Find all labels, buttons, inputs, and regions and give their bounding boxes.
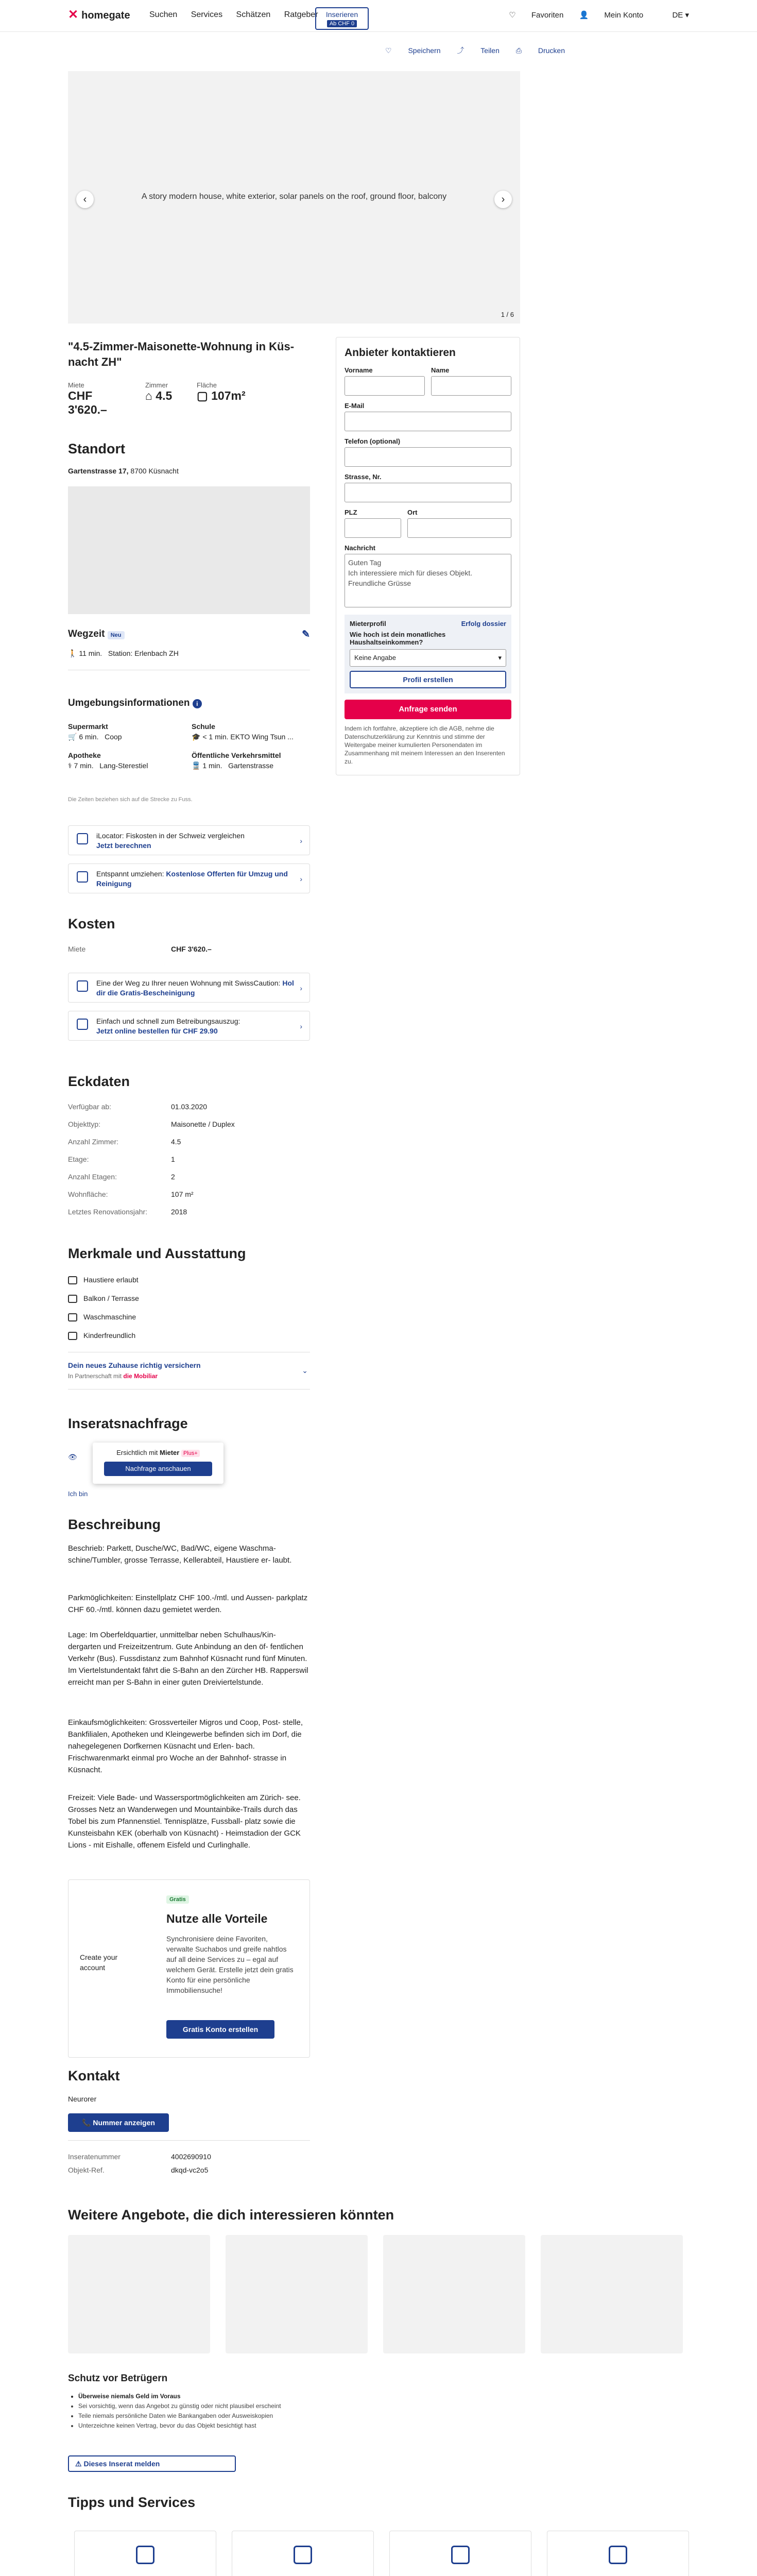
send-request-button[interactable]: Anfrage senden — [345, 700, 511, 719]
school-icon: 🎓 — [192, 733, 201, 741]
promo-swisscaution[interactable]: Eine der Weg zu Ihrer neuen Wohnung mit SwissCaution: Hol dir die Gratis-Bescheinigung › — [68, 973, 310, 1003]
plus-badge: Plus+ — [181, 1450, 200, 1457]
detail-row: Letztes Renovationsjahr: 2018 — [68, 1208, 187, 1216]
document-icon — [77, 980, 88, 992]
balcony-icon — [68, 1295, 77, 1303]
tenant-profile-link[interactable]: Erfolg dossier — [461, 620, 506, 628]
detail-row: Etage: 1 — [68, 1155, 175, 1163]
save-button[interactable]: ♡ Speichern — [385, 46, 441, 55]
fact-area: Fläche ▢ 107m² — [197, 381, 246, 402]
zip-field[interactable] — [345, 518, 401, 538]
logo[interactable]: ✕ homegate — [68, 8, 130, 22]
rooms-icon: ⌂ — [145, 389, 152, 402]
favorites-link[interactable]: ♡ Favoriten — [509, 11, 564, 20]
location-map[interactable] — [68, 486, 310, 614]
nav-ratgeber[interactable]: Ratgeber — [284, 10, 318, 19]
new-badge: Neu — [108, 631, 125, 639]
pet-icon — [68, 1276, 77, 1284]
chevron-right-icon: › — [300, 875, 302, 883]
account-card-text: Synchronisiere deine Favoriten, verwalte Suchabos und greife nahtlos auf all deine Services zu – egal auf welchem Gerät. Erstelle jetzt dein gratis Konto für eine persönliche Immobiliensuche! — [166, 1935, 294, 1994]
create-profile-button[interactable]: Profil erstellen — [350, 671, 506, 688]
calculator-icon — [77, 833, 88, 844]
listing-actions — [371, 45, 565, 56]
fraud-item: • Überweise niemals Geld im Voraus — [78, 2392, 367, 2401]
gallery-image-caption: A story modern house, white exterior, solar panels on the roof, ground floor, balcony — [141, 192, 447, 201]
address: Gartenstrasse 17, 8700 Küsnacht — [68, 467, 179, 475]
contact-name: Neurorer — [68, 2095, 97, 2103]
gallery-next-button[interactable]: › — [494, 191, 512, 208]
chevron-down-icon: ⌄ — [302, 1366, 308, 1375]
chevron-right-icon: › — [300, 1022, 302, 1030]
detail-row: Wohnfläche: 107 m² — [68, 1190, 194, 1198]
way-heading: Wegzeit Neu ✎ — [68, 629, 310, 640]
feature-item: Haustiere erlaubt — [68, 1276, 139, 1284]
create-account-button[interactable]: Gratis Konto erstellen — [166, 2020, 274, 2039]
description-paragraph: Einkaufsmöglichkeiten: Grossverteiler Migros und Coop, Post- stelle, Bankfilialen, Apotheken und Kleingewerbe befinden sich im Dorf, die nahegelegenen Dorfkernen Küsnacht und Erlen- bach. Frischwarenmarkt einmal pro Woche an der Bahnhof- strasse in Küsnacht. — [68, 1718, 303, 1774]
logo-icon: ✕ — [68, 8, 79, 22]
chevron-down-icon: ▾ — [498, 654, 502, 662]
surrounding-pharmacy: Apotheke ⚕ 7 min. Lang-Sterestiel — [68, 751, 148, 770]
document-icon — [294, 2546, 312, 2564]
fraud-item: • Teile niemals persönliche Daten wie Bankangaben oder Ausweiskopien — [78, 2411, 367, 2421]
last-name-input[interactable] — [431, 376, 511, 396]
features-heading: Merkmale und Ausstattung — [68, 1246, 246, 1261]
ref-row: Objekt-Ref. dkqd-vc2o5 — [68, 2166, 209, 2174]
tenant-profile-box: Mieterprofil Erfolg dossier Wie hoch ist dein monatliches Haushaltseinkommen? Keine Angabe ▾ Profil erstellen — [345, 615, 511, 693]
offer-card-placeholder[interactable] — [226, 2235, 368, 2353]
phone-field[interactable] — [345, 447, 511, 467]
walk-icon: 🚶 — [68, 649, 77, 657]
inquiry-tooltip: Ersichtlich mit Mieter Plus+ Nachfrage anschauen — [93, 1443, 223, 1484]
offer-card-placeholder[interactable] — [68, 2235, 210, 2353]
surrounding-transport: Öffentliche Verkehrsmittel 🚆 1 min. Gartenstrasse — [192, 751, 281, 770]
account-card-left: Create your account — [80, 1953, 118, 1972]
main-nav — [149, 10, 330, 20]
description-paragraph: Freizeit: Viele Bade- und Wassersportmöglichkeiten am Zürich- see. Grosses Netz an Wanderwegen und Mountainbike-Trails durch das Tobel bis zum Pfannenstiel. Tennisplätze, Fussball- platz sowie die Kunsteisbahn KEK (oberhalb von Küsnacht) - Heimstadion der GCK Lions - mit Eishalle, offenem Eisfeld und Curlinghalle. — [68, 1793, 301, 1850]
gratis-badge: Gratis — [166, 1895, 189, 1904]
way-time: 🚶 11 min. Station: Erlenbach ZH — [68, 649, 179, 657]
description-paragraph: Lage: Im Oberfeldquartier, unmittelbar neben Schulhaus/Kin- dergarten und Freizeitzentrum. Gute Anbindung an den öf- fentlichen Verkehr (Bus). Fussdistanz zum Bahnhof Küsnacht rund fünf Minuten. Im Viertelstundentakt fährt die S-Bahn an den Zürcher HB. Rapperswil erreicht man per S-Bahn in einer guten Dreiviertelstunde. — [68, 1631, 308, 1687]
cart-icon: 🛒 — [68, 733, 77, 741]
inquiry-hint[interactable]: Ich bin — [68, 1490, 88, 1498]
promo-betreibung[interactable]: Einfach und schnell zum Betreibungsauszug: Jetzt online bestellen für CHF 29.90 › — [68, 1011, 310, 1041]
promo-moving[interactable]: Entspannt umziehen: Kostenlose Offerten für Umzug und Reinigung › — [68, 863, 310, 893]
message-textarea[interactable]: Guten Tag Ich interessiere mich für dieses Objekt. Freundliche Grüsse — [345, 554, 511, 607]
location-heading: Standort — [68, 441, 125, 456]
listing-title: "4.5-Zimmer-Maisonette-Wohnung in Küs- nacht ZH" — [68, 340, 295, 368]
box-icon — [136, 2546, 154, 2564]
surroundings-heading: Umgebungsinformationen i — [68, 698, 202, 709]
eye-icon: 👁 — [68, 1453, 77, 1461]
map-icon — [609, 2546, 627, 2564]
city-field[interactable] — [407, 518, 511, 538]
fraud-item: • Sei vorsichtig, wenn das Angebot zu günstig oder nicht plausibel erscheint — [78, 2401, 367, 2411]
info-icon[interactable]: i — [193, 699, 202, 708]
tip-card[interactable] — [74, 2531, 216, 2576]
costs-heading: Kosten — [68, 916, 115, 931]
image-gallery[interactable] — [68, 71, 520, 324]
contact-form: Anbieter kontaktieren Vorname Name E-Mail Telefon (optional) Strasse, Nr. PLZ Ort Nachricht Guten Tag Ich interessiere mich für dieses Objekt. Freundliche Grüsse Mieterprofil Erfolg dossier Wie hoch ist dein monatliches Haushaltseinkommen? Keine Angabe ▾ Profil erstellen Anfrage senden Indem ich fortfahre, akzeptiere ich die AGB, nehme die Datenschutzerklärung zur Kenntnis und stimme der Weitergabe meiner kumulierten Personendaten im Zusammenhang mit meinem Interessen an den Inserenten zu. — [336, 337, 520, 775]
site-header — [0, 0, 757, 32]
gallery-prev-button[interactable]: ‹ — [76, 191, 94, 208]
description-paragraph: Beschrieb: Parkett, Dusche/WC, Bad/WC, eigene Waschma- schine/Tumbler, grosse Terrasse, Kellerabteil, Haustiere er- laubt. — [68, 1544, 292, 1565]
first-name-input[interactable] — [345, 376, 425, 396]
gallery-counter: 1 / 6 — [501, 311, 514, 318]
nav-suchen[interactable]: Suchen — [149, 10, 178, 19]
description-paragraph: Parkmöglichkeiten: Einstellplatz CHF 100.-/mtl. und Aussen- parkplatz CHF 60.-/mtl. können dazu gemietet werden. — [68, 1594, 308, 1614]
chevron-right-icon: › — [300, 837, 302, 845]
account-card — [68, 1879, 310, 2058]
legal-text: Indem ich fortfahre, akzeptiere ich die AGB, nehme die Datenschutzerklärung zur Kenntnis und stimme der Weitergabe meiner kumulierten Personendaten im Zusammenhang mit meinem Interessen an den Inserenten zu. — [345, 725, 505, 765]
feature-item: Balkon / Terrasse — [68, 1294, 139, 1303]
phone-icon: 📞 — [82, 2119, 91, 2127]
view-inquiry-button[interactable]: Nachfrage anschauen — [104, 1462, 212, 1476]
offer-card-placeholder[interactable] — [383, 2235, 525, 2353]
fraud-list — [78, 2392, 367, 2431]
area-icon: ▢ — [197, 389, 208, 402]
fraud-item: • Unterzeichne keinen Vertrag, bevor du das Objekt besichtigt hast — [78, 2421, 367, 2431]
surrounding-supermarket: Supermarkt 🛒 6 min. Coop — [68, 722, 122, 741]
tip-card[interactable] — [232, 2531, 374, 2576]
child-icon — [68, 1332, 77, 1340]
promo-ilocator[interactable]: iLocator: Fiskosten in der Schweiz vergleichen Jetzt berechnen › — [68, 825, 310, 855]
detail-row: Anzahl Zimmer: 4.5 — [68, 1138, 181, 1146]
insurance-banner[interactable]: Dein neues Zuhause richtig versichern In Partnerschaft mit die Mobiliar ⌄ — [68, 1361, 308, 1380]
details-heading: Eckdaten — [68, 1074, 130, 1089]
document-icon — [77, 1019, 88, 1030]
account-card-heading: Nutze alle Vorteile — [166, 1912, 268, 1925]
wallet-icon — [451, 2546, 470, 2564]
offer-card-placeholder[interactable] — [541, 2235, 683, 2353]
tip-card[interactable] — [389, 2531, 531, 2576]
surrounding-school: Schule 🎓 < 1 min. EKTO Wing Tsun ... — [192, 722, 294, 741]
account-link[interactable]: 👤 Mein Konto — [579, 11, 644, 20]
tips-heading: Tipps und Services — [68, 2495, 196, 2510]
detail-row: Objekttyp: Maisonette / Duplex — [68, 1120, 235, 1128]
income-select[interactable]: Keine Angabe ▾ — [350, 649, 506, 667]
detail-row: Anzahl Etagen: 2 — [68, 1173, 175, 1181]
ref-row: Inseratenummer 4002690910 — [68, 2153, 211, 2161]
inquiry-heading: Inseratsnachfrage — [68, 1416, 188, 1431]
feature-item: Kinderfreundlich — [68, 1331, 135, 1340]
nav-schaetzen[interactable]: Schätzen — [236, 10, 271, 19]
nav-services[interactable]: Services — [191, 10, 223, 19]
description-heading: Beschreibung — [68, 1517, 161, 1532]
edit-icon[interactable]: ✎ — [302, 629, 310, 640]
chevron-right-icon: › — [300, 984, 302, 992]
print-button[interactable]: ⎙ Drucken — [515, 46, 565, 55]
fraud-heading: Schutz vor Betrügern — [68, 2373, 168, 2384]
detail-row: Verfügbar ab: 01.03.2020 — [68, 1103, 208, 1111]
tip-card[interactable] — [547, 2531, 689, 2576]
insert-badge: Ab CHF 0 — [327, 20, 357, 27]
surroundings-note: Die Zeiten beziehen sich auf die Strecke zu Fuss. — [68, 796, 193, 803]
form-heading: Anbieter kontaktieren — [345, 347, 456, 359]
truck-icon — [77, 871, 88, 883]
street-field[interactable] — [345, 483, 511, 502]
fact-rent: Miete CHF 3'620.– — [68, 381, 107, 416]
warning-icon: ⚠ — [75, 2460, 82, 2468]
show-number-button[interactable]: 📞 Nummer anzeigen — [68, 2113, 169, 2132]
costs-rent-row: Miete CHF 3'620.– — [68, 945, 212, 953]
insert-button[interactable]: Inserieren Ab CHF 0 — [315, 7, 369, 30]
more-offers-heading: Weitere Angebote, die dich interessieren könnten — [68, 2207, 394, 2223]
pharmacy-icon: ⚕ — [68, 761, 72, 770]
divider — [68, 2140, 310, 2141]
washing-machine-icon — [68, 1313, 77, 1321]
fact-rooms: Zimmer ⌂ 4.5 — [145, 381, 173, 402]
header-right — [495, 10, 689, 20]
feature-item: Waschmaschine — [68, 1313, 136, 1321]
language-select[interactable]: DE ▾ — [672, 11, 689, 20]
email-field[interactable] — [345, 412, 511, 431]
share-button[interactable]: ⤴ Teilen — [457, 46, 500, 55]
train-icon: 🚆 — [192, 761, 201, 770]
report-listing-button[interactable]: ⚠ Dieses Inserat melden — [68, 2455, 236, 2472]
contact-heading: Kontakt — [68, 2068, 120, 2083]
